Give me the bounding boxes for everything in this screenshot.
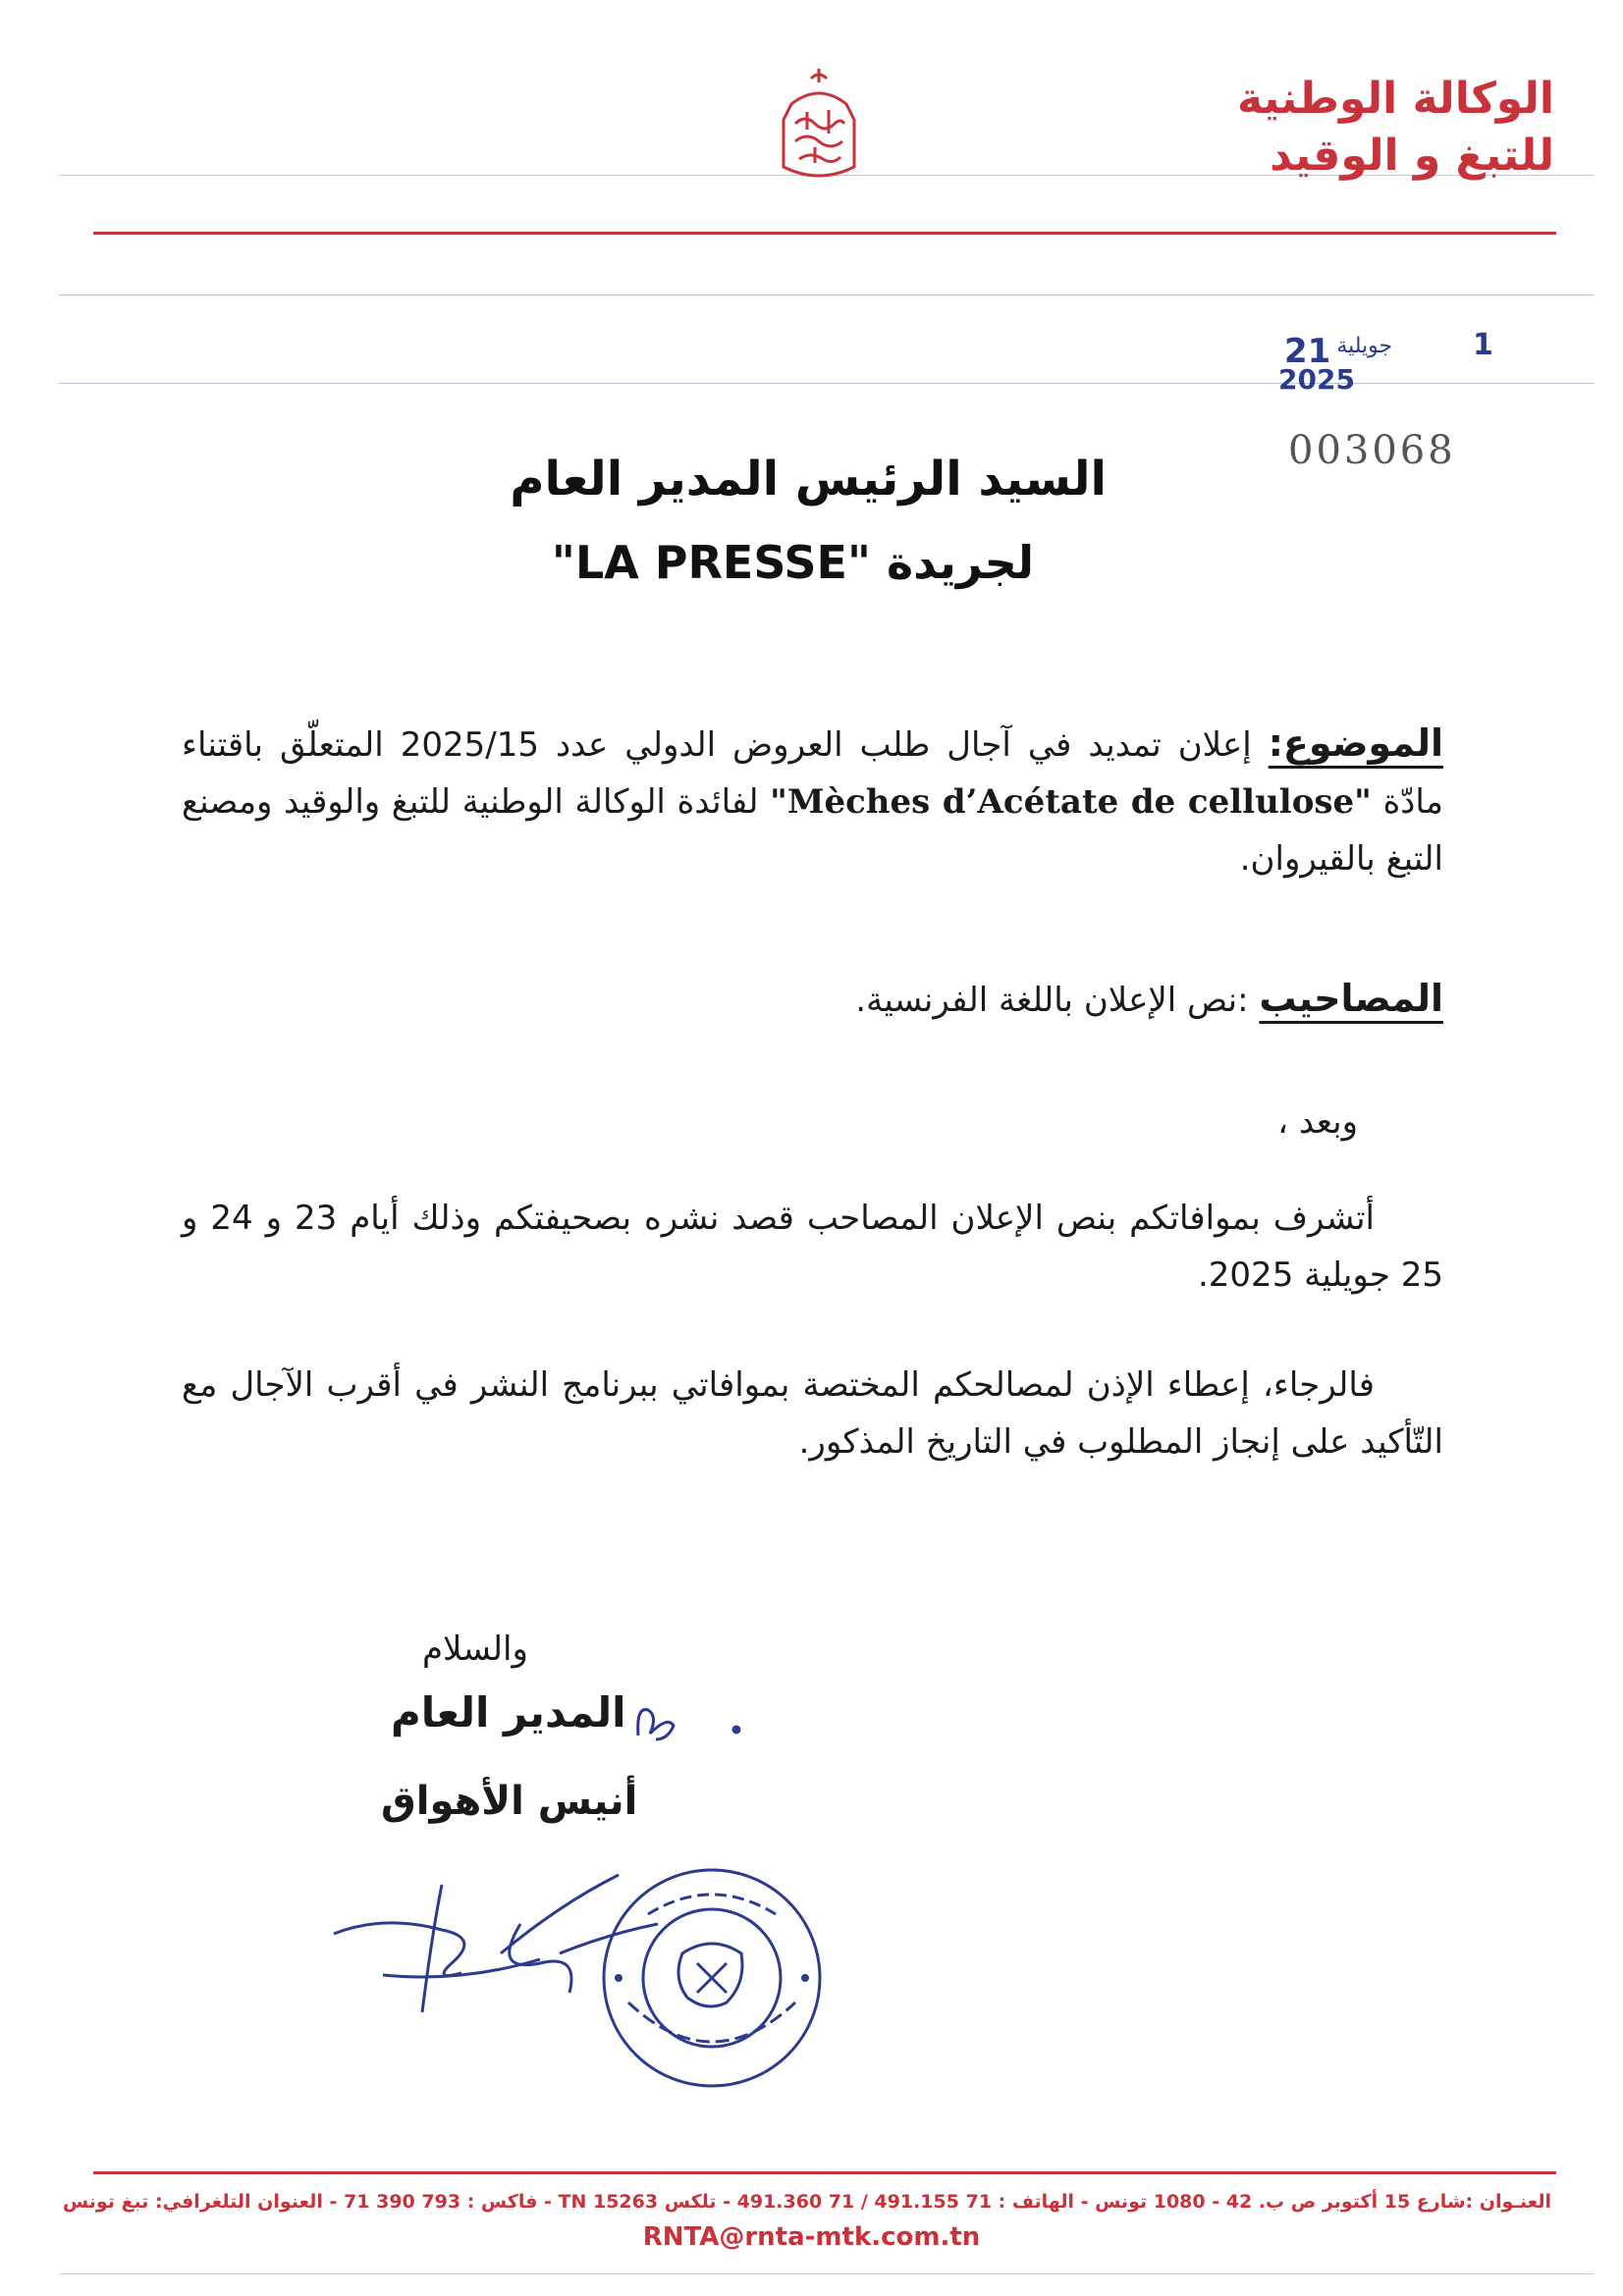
agency-name-line1: الوكالة الوطنية	[1236, 74, 1554, 124]
stamp-year: 2025	[1278, 363, 1355, 396]
subject-label: الموضوع:	[1268, 721, 1444, 765]
bottom-divider	[59, 2273, 1594, 2274]
footer-email: RNTA@rnta-mtk.com.tn	[642, 2222, 981, 2252]
body-paragraph-2-text: فالرجاء، إعطاء الإذن لمصالحكم المختصة بموافاتي ببرنامج النشر في أقرب الآجال مع التّأكيد على إنجاز المطلوب في التاريخ المذكور.	[182, 1365, 1443, 1462]
stamp-day: 21	[1284, 332, 1331, 371]
official-seal-icon	[589, 1855, 835, 2101]
body-paragraph-2	[182, 1357, 1443, 1470]
reference-number: 003068	[1288, 428, 1456, 473]
stamp-month: جويلية	[1336, 334, 1393, 358]
subject-text-before: إعلان تمديد في آجال طلب العروض الدولي عدد 2025/15 المتعلّق باقتناء مادّة	[182, 725, 1444, 822]
addressee-newspaper: لجريدة "LA PRESSE"	[551, 536, 1034, 589]
stamp-extra-digit: 1	[1473, 328, 1493, 362]
body-paragraph-1-text: أتشرف بموافاتكم بنص الإعلان المصاحب قصد نشره بصحيفتكم وذلك أيام 23 و 24 و 25 جويلية 2025.	[182, 1199, 1443, 1295]
header-divider-2	[59, 383, 1594, 384]
body-paragraph-1	[182, 1190, 1443, 1304]
addressee-title: السيد الرئيس المدير العام	[510, 452, 1107, 507]
attachments-text: :نص الإعلان باللغة الفرنسية.	[855, 981, 1260, 1020]
rnta-logo-icon	[772, 65, 866, 187]
header-divider	[59, 294, 1594, 295]
subject-text-after: لفائدة الوكالة الوطنية للتبغ والوقيد ومصنع التبغ بالقيروان.	[182, 782, 1443, 879]
closing-salutation: والسلام	[422, 1629, 528, 1669]
attachments-paragraph	[182, 970, 1443, 1029]
director-name: أنيس الأهواق	[381, 1779, 638, 1824]
attachments-label: المصاحيب	[1259, 977, 1443, 1020]
subject-latin-term: "Mèches d’Acétate de cellulose"	[770, 782, 1372, 822]
initials-mark-icon	[628, 1696, 746, 1755]
footer-address: العنـوان :شارع 15 أكتوبر ص ب. 42 - 1080 تونس - الهاتف : 71 491.155 / 71 491.360 - تلكس TN 15263 - فاكس : 793 390 71 - العنوان التلغرافي: تبغ تونس	[62, 2191, 1551, 2213]
header-red-rule	[93, 232, 1556, 235]
subject-paragraph	[182, 715, 1443, 887]
director-title: المدير العام	[391, 1688, 626, 1736]
footer-red-rule	[93, 2171, 1556, 2174]
greeting: وبعد ،	[1277, 1102, 1358, 1142]
agency-name	[1142, 71, 1554, 185]
agency-name-line2: للتبغ و الوقيد	[1270, 131, 1554, 181]
